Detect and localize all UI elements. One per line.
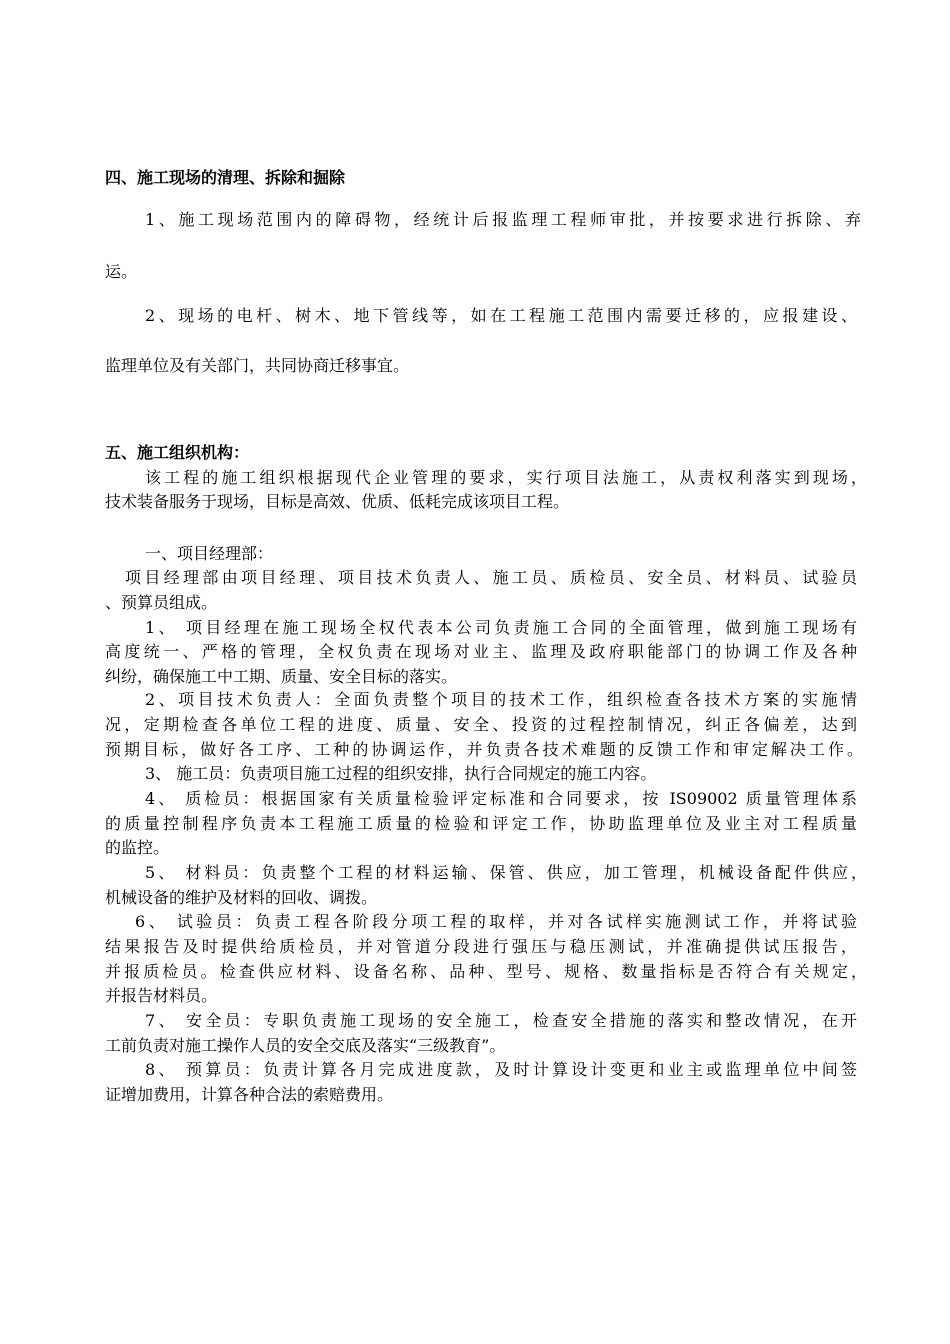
item-6-line-1: 6、 试验员：负责工程各阶段分项工程的取样，并对各试样实施测试工作，并将试验 (135, 912, 857, 931)
item-8-line-1: 8、 预算员：负责计算各月完成进度款，及时计算设计变更和业主或监理单位中间签 (145, 1060, 857, 1079)
item-1-line-3: 纠纷，确保施工中工期、质量、安全目标的落实。 (105, 667, 458, 686)
item-2-line-3: 预期目标，做好各工序、工种的协调运作，并负责各技术难题的反馈工作和审定解决工作。 (105, 740, 863, 759)
item-8-line-2: 证增加费用，计算各种合法的索赔费用。 (105, 1085, 394, 1104)
item-6-line-3: 并报质检员。检查供应材料、设备名称、品种、型号、规格、数量指标是否符合有关规定， (105, 962, 867, 981)
item-2-line-1: 2、项目技术负责人：全面负责整个项目的技术工作，组织检查各技术方案的实施情 (145, 690, 857, 709)
item-1-line-1: 1、 项目经理在施工现场全权代表本公司负责施工合同的全面管理，做到施工现场有 (145, 618, 857, 637)
section-4-para-1-line-2: 运。 (105, 262, 138, 281)
subsection-1-heading: 一、项目经理部： (145, 544, 274, 563)
item-3-line-1: 3、 施工员：负责项目施工过程的组织安排，执行合同规定的施工内容。 (145, 764, 657, 783)
section-4-para-2-line-1: 2、现场的电杆、树木、地下管线等，如在工程施工范围内需要迁移的，应报建设、 (145, 306, 857, 325)
item-5-line-2: 机械设备的维护及材料的回收、调拨。 (105, 888, 378, 907)
item-5-line-1: 5、 材料员：负责整个工程的材料运输、保管、供应，加工管理，机械设备配件供应， (145, 863, 867, 882)
section-5-heading: 五、施工组织机构： (105, 443, 250, 462)
item-4-line-2: 的质量控制程序负责本工程施工质量的检验和评定工作，协助监理单位及业主对工程质量 (105, 814, 857, 833)
item-1-line-2: 高度统一、严格的管理，全权负责在现场对业主、监理及政府职能部门的协调工作及各种 (105, 642, 857, 661)
item-4-line-3: 的监控。 (105, 838, 170, 857)
composition-line-2: 、预算员组成。 (105, 593, 218, 612)
item-6-line-2: 结果报告及时提供给质检员，并对管道分段进行强压与稳压测试，并准确提供试压报告， (105, 937, 857, 956)
section-5-intro-line-2: 技术装备服务于现场，目标是高效、优质、低耗完成该项目工程。 (105, 492, 570, 511)
section-4-para-1-line-1: 1、施工现场范围内的障碍物，经统计后报监理工程师审批，并按要求进行拆除、弃 (145, 210, 861, 229)
section-5-intro-line-1: 该工程的施工组织根据现代企业管理的要求，实行项目法施工，从责权利落实到现场， (145, 468, 867, 487)
section-4-heading: 四、施工现场的清理、拆除和掘除 (105, 168, 346, 187)
item-4-line-1: 4、 质检员：根据国家有关质量检验评定标准和合同要求，按 IS09002 质量管理体系 (145, 789, 857, 808)
item-6-line-4: 并报告材料员。 (105, 986, 218, 1005)
item-7-line-1: 7、 安全员：专职负责施工现场的安全施工，检查安全措施的落实和整改情况，在开 (145, 1011, 857, 1030)
composition-line-1: 项目经理部由项目经理、项目技术负责人、施工员、质检员、安全员、材料员、试验员 (125, 568, 857, 587)
item-7-line-2: 工前负责对施工操作人员的安全交底及落实“三级教育”。 (105, 1036, 506, 1055)
item-2-line-2: 况，定期检查各单位工程的进度、质量、安全、投资的过程控制情况，纠正各偏差，达到 (105, 715, 857, 734)
section-4-para-2-line-2: 监理单位及有关部门，共同协商迁移事宜。 (105, 356, 410, 375)
